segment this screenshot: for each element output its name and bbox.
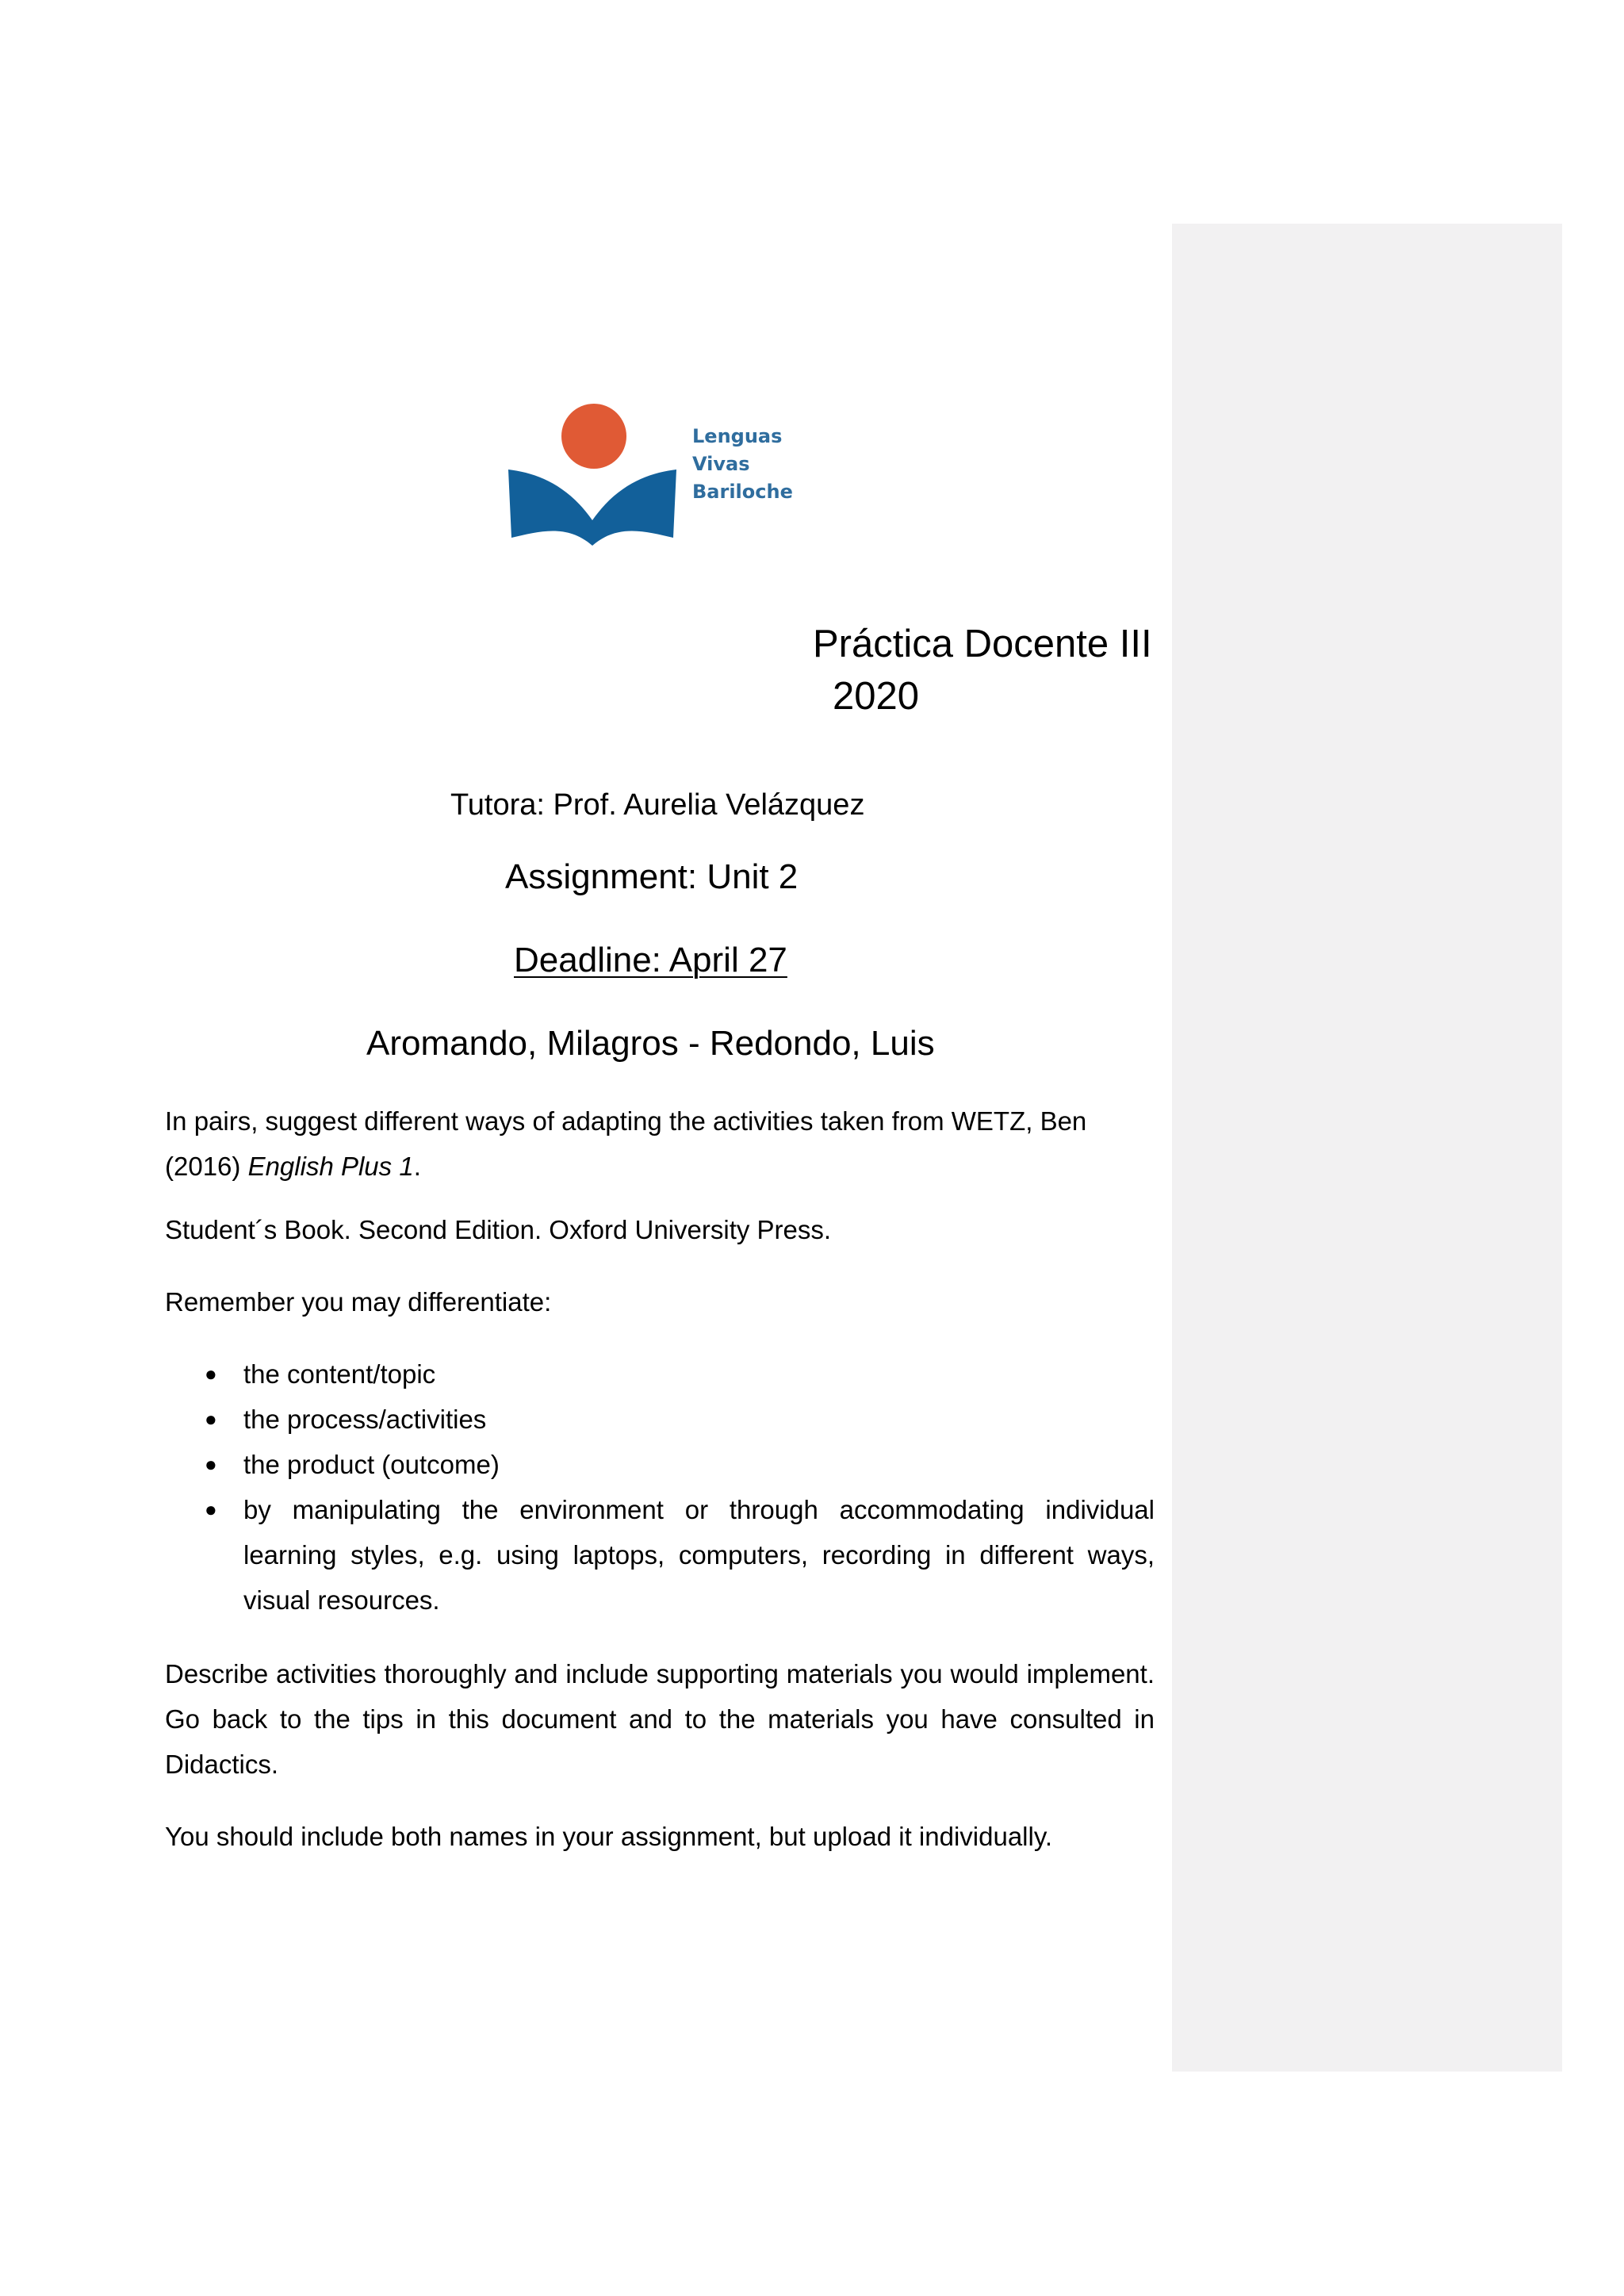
bullet-icon: ● <box>205 1497 217 1521</box>
list-item <box>165 1397 1155 1442</box>
differentiate-list <box>165 1351 1155 1623</box>
tutor-line: Tutora: Prof. Aurelia Velázquez <box>450 788 865 822</box>
intro-period: . <box>413 1152 421 1181</box>
names-note-paragraph: You should include both names in your assignment, but upload it individually. <box>165 1822 1053 1851</box>
logo-line-1: Lenguas Vivas <box>692 425 783 475</box>
book-title: English Plus 1 <box>247 1152 414 1181</box>
remember-paragraph: Remember you may differentiate: <box>165 1287 552 1317</box>
document-title: Práctica Docente III <box>813 623 1152 665</box>
list-item-text: by manipulating the environment or through accommodating individual learning styles, e.g. using laptops, computers, recording in different ways, visual resources. <box>243 1495 1155 1615</box>
intro-paragraph <box>165 1098 1155 1189</box>
bullet-icon: ● <box>205 1362 217 1386</box>
list-item-text: the process/activities <box>243 1405 487 1434</box>
lenguas-vivas-logo <box>504 397 837 555</box>
book-sun-logo-icon <box>504 397 694 555</box>
bullet-icon: ● <box>205 1407 217 1431</box>
list-item <box>165 1487 1155 1623</box>
logo-wordmark <box>692 423 837 506</box>
logo-line-2: Bariloche <box>692 481 793 503</box>
authors-line: Aromando, Milagros - Redondo, Luis <box>366 1024 935 1063</box>
assignment-heading: Assignment: Unit 2 <box>505 857 799 896</box>
deadline-line: Deadline: April 27 <box>514 941 787 979</box>
list-item <box>165 1351 1155 1397</box>
publisher-paragraph: Student´s Book. Second Edition. Oxford University Press. <box>165 1215 832 1244</box>
bullet-icon: ● <box>205 1452 217 1476</box>
list-item-text: the product (outcome) <box>243 1450 500 1479</box>
comment-margin-panel <box>1172 224 1562 2072</box>
intro-text: In pairs, suggest different ways of adapting the activities taken from WETZ, Ben (2016) <box>165 1106 1087 1181</box>
document-year: 2020 <box>833 675 920 718</box>
list-item <box>165 1442 1155 1487</box>
list-item-text: the content/topic <box>243 1359 436 1389</box>
describe-paragraph: Describe activities thoroughly and include supporting materials you would implement. Go back to the tips in this document and to the materials you have consulted in Didactics. <box>165 1659 1155 1779</box>
